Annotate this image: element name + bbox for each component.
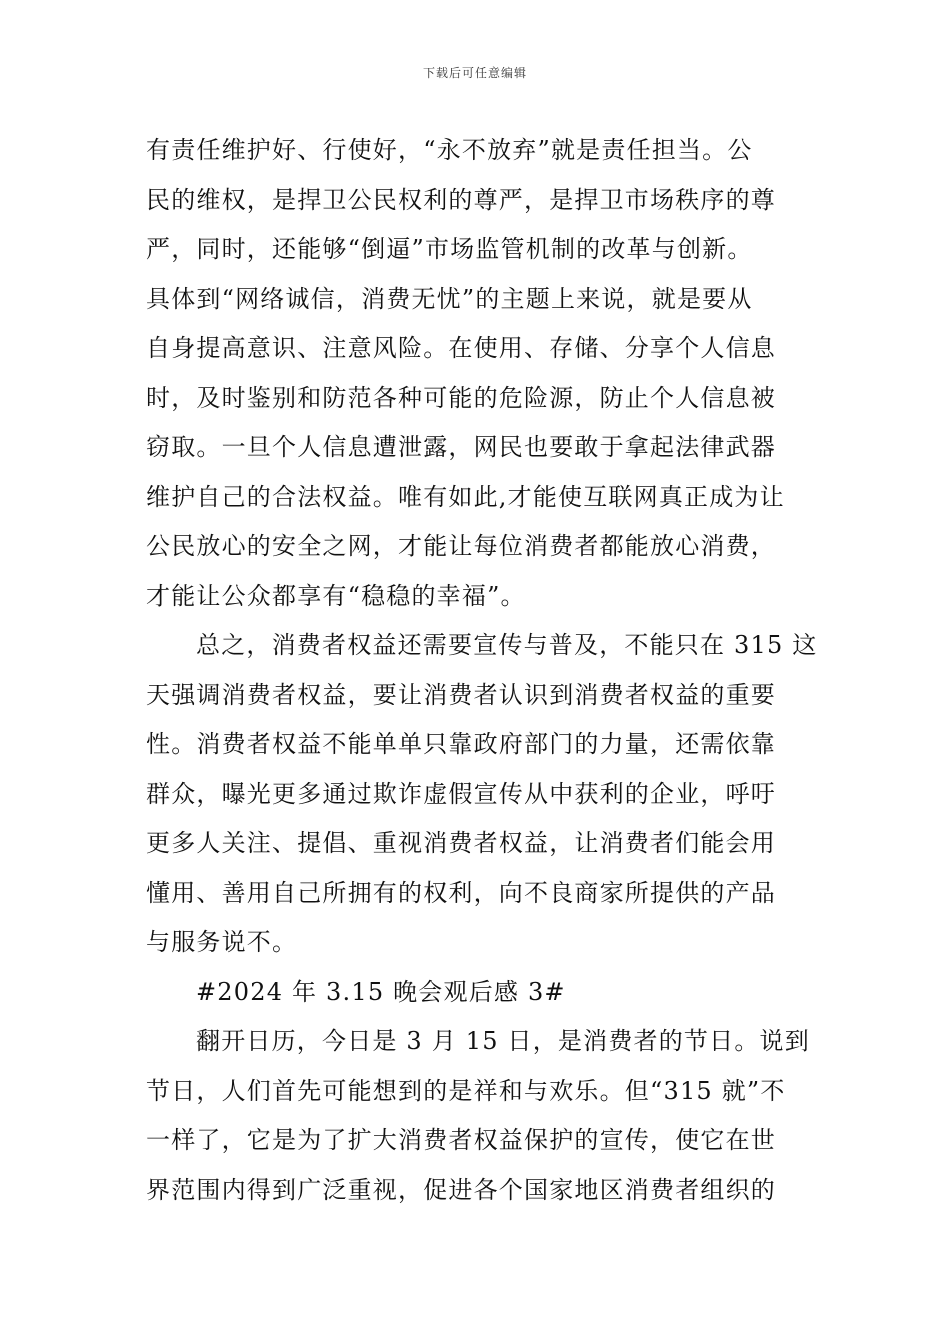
text-line: 界范围内得到广泛重视，促进各个国家地区消费者组织的: [146, 1175, 776, 1204]
paragraph-2: [146, 621, 818, 968]
text-line: 窃取。一旦个人信息遭泄露，网民也要敢于拿起法律武器: [146, 433, 776, 461]
section-heading: [146, 968, 806, 1018]
text-line: 节日，人们首先可能想到的是祥和与欢乐。但“315 就”不: [146, 1076, 786, 1105]
paragraph-3: [146, 1017, 810, 1215]
page-header-note: 下载后可任意编辑: [422, 66, 527, 80]
text-line: 性。消费者权益不能单单只靠政府部门的力量，还需依靠: [146, 730, 776, 758]
text-line: 与服务说不。: [146, 928, 298, 956]
text-line: 公民放心的安全之网，才能让每位消费者都能放心消费，: [146, 532, 776, 560]
document-body: [146, 126, 818, 1215]
text-line: 懂用、善用自己所拥有的权利，向不良商家所提供的产品: [146, 878, 776, 907]
text-line: 群众，曝光更多通过欺诈虚假宣传从中获利的企业，呼吁: [146, 779, 776, 808]
text-line: 严，同时，还能够“倒逼”市场监管机制的改革与创新。: [146, 235, 753, 263]
text-line: 民的维权，是捍卫公民权利的尊严，是捍卫市场秩序的尊: [146, 185, 776, 214]
text-line: 翻开日历，今日是 3 月 15 日，是消费者的节日。说到: [196, 1027, 810, 1055]
text-line: 时，及时鉴别和防范各种可能的危险源，防止个人信息被: [146, 383, 776, 412]
text-line: 一样了，它是为了扩大消费者权益保护的宣传，使它在世: [146, 1126, 776, 1154]
text-line: 有责任维护好、行使好，“永不放弃”就是责任担当。公: [146, 136, 753, 164]
text-line: 天强调消费者权益，要让消费者认识到消费者权益的重要: [146, 680, 776, 709]
paragraph-1: [146, 126, 806, 621]
section-heading-text: #2024 年 3.15 晚会观后感 3#: [196, 977, 566, 1006]
text-line: 更多人关注、提倡、重视消费者权益，让消费者们能会用: [146, 829, 776, 857]
text-line: 总之，消费者权益还需要宣传与普及，不能只在 315 这: [196, 631, 818, 659]
text-line: 才能让公众都享有“稳稳的幸福”。: [146, 581, 526, 610]
text-line: 自身提高意识、注意风险。在使用、存储、分享个人信息: [146, 334, 776, 362]
text-line: 维护自己的合法权益。唯有如此,才能使互联网真正成为让: [146, 482, 785, 511]
text-line: 具体到“网络诚信，消费无忧”的主题上来说，就是要从: [146, 284, 753, 313]
